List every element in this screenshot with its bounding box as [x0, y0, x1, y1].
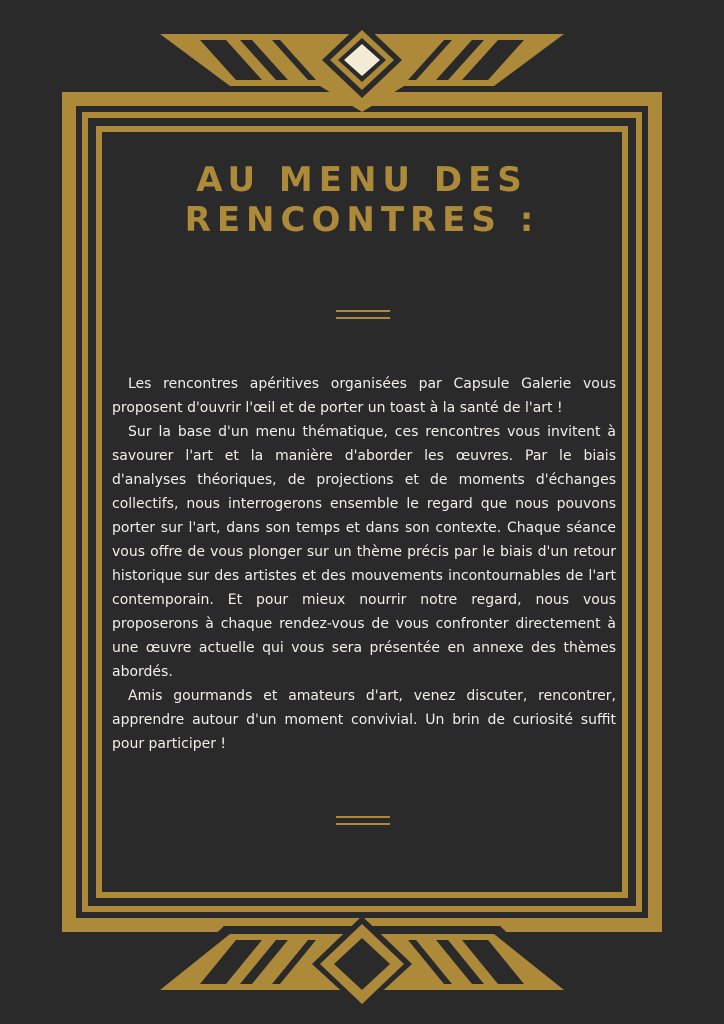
body-text: [112, 372, 616, 756]
paragraph: Sur la base d'un menu thématique, ces rencontres vous invitent à savourer l'art et la manière d'aborder les œuvres. Par le biais d'analyses théoriques, de projections et de moments d'échanges collectifs, nous interrogerons ensemble le regard que nous pouvons porter sur l'art, dans son temps et dans son contexte. Chaque séance vous offre de vous plonger sur un thème précis par le biais d'un retour historique sur des artistes et des mouvements incontournables de l'art contemporain. Et pour mieux nourrir notre regard, nous vous proposerons à chaque rendez-vous de vous confronter directement à une œuvre actuelle qui vous sera présentée en annexe des thèmes abordés.: [112, 424, 616, 680]
divider-bottom: [336, 816, 390, 825]
paragraph: Amis gourmands et amateurs d'art, venez discuter, rencontrer, apprendre autour d'un moment convivial. Un brin de curiosité suffit pour participer !: [112, 688, 616, 752]
divider-top: [336, 310, 390, 319]
page-title: AU MENU DES RENCONTRES :: [184, 160, 540, 240]
paragraph: Les rencontres apéritives organisées par Capsule Galerie vous proposent d'ouvrir l'œil et de porter un toast à la santé de l'art !: [112, 376, 616, 416]
